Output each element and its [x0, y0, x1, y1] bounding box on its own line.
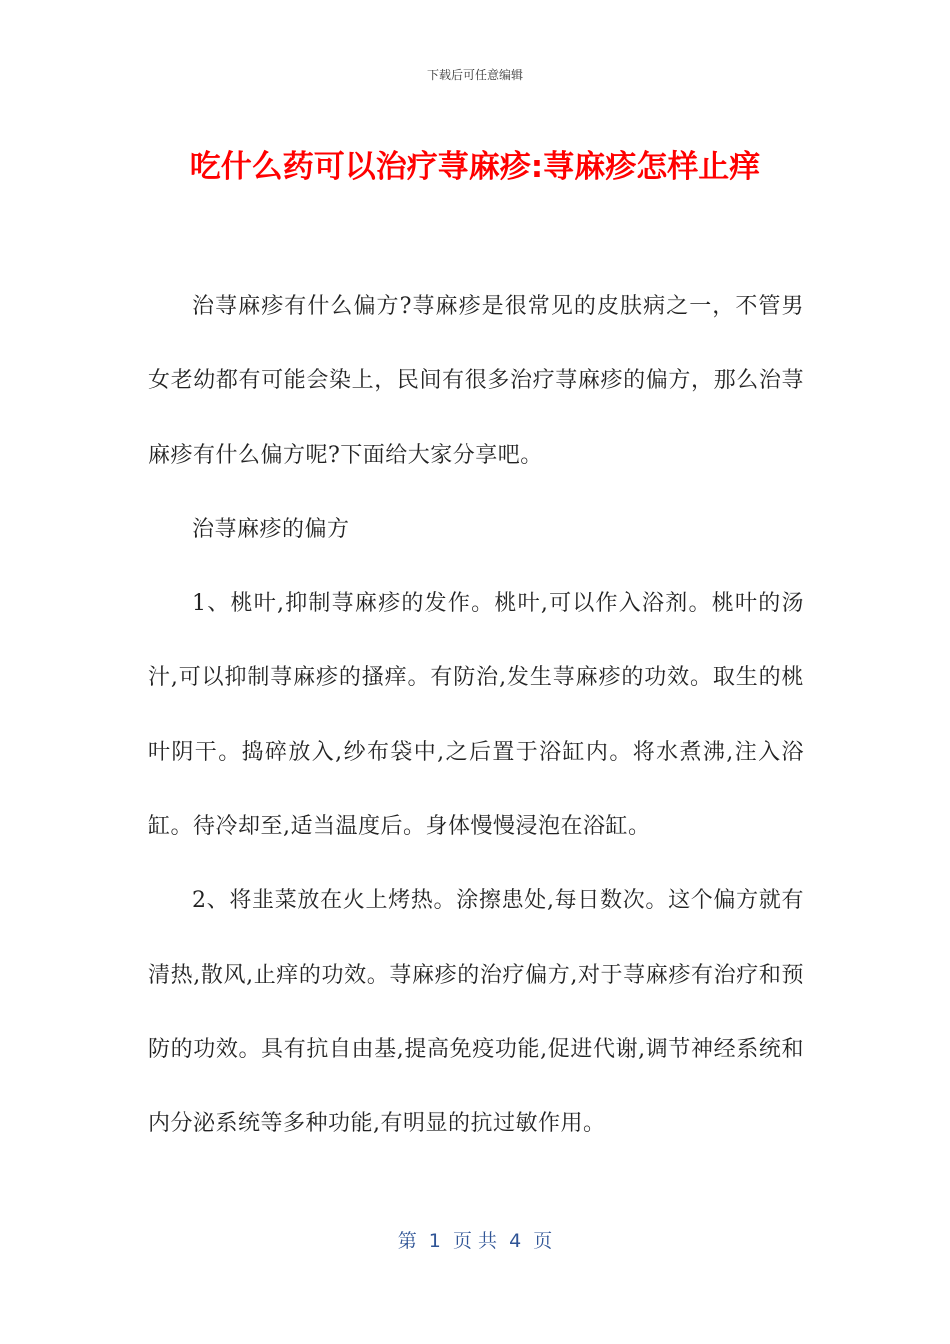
paragraph-intro: 治荨麻疹有什么偏方?荨麻疹是很常见的皮肤病之一，不管男女老幼都有可能会染上，民间有很多治疗荨麻疹的偏方，那么治荨麻疹有什么偏方呢?下面给大家分享吧。 [148, 294, 804, 468]
paragraph-remedy-2: 2、将韭菜放在火上烤热。涂擦患处,每日数次。这个偏方就有清热,散风,止痒的功效。荨麻疹的治疗偏方,对于荨麻疹有治疗和预防的功效。具有抗自由基,提高免疫功能,促进代谢,调节神经系统和内分泌系统等多种功能,有明显的抗过敏作用。 [148, 888, 804, 1137]
page-number-footer: 第 1 页 共 4 页 [397, 1230, 553, 1252]
document-title: 吃什么药可以治疗荨麻疹:荨麻疹怎样止痒 [189, 149, 761, 185]
paragraph-remedy-1: 1、桃叶,抑制荨麻疹的发作。桃叶,可以作入浴剂。桃叶的汤汁,可以抑制荨麻疹的搔痒。有防治,发生荨麻疹的功效。取生的桃叶阴干。捣碎放入,纱布袋中,之后置于浴缸内。将水煮沸,注入浴缸。待冷却至,适当温度后。身体慢慢浸泡在浴缸。 [148, 591, 804, 840]
document-body [148, 270, 804, 1162]
paragraph-heading: 治荨麻疹的偏方 [192, 516, 350, 542]
header-note: 下载后可任意编辑 [426, 68, 523, 82]
